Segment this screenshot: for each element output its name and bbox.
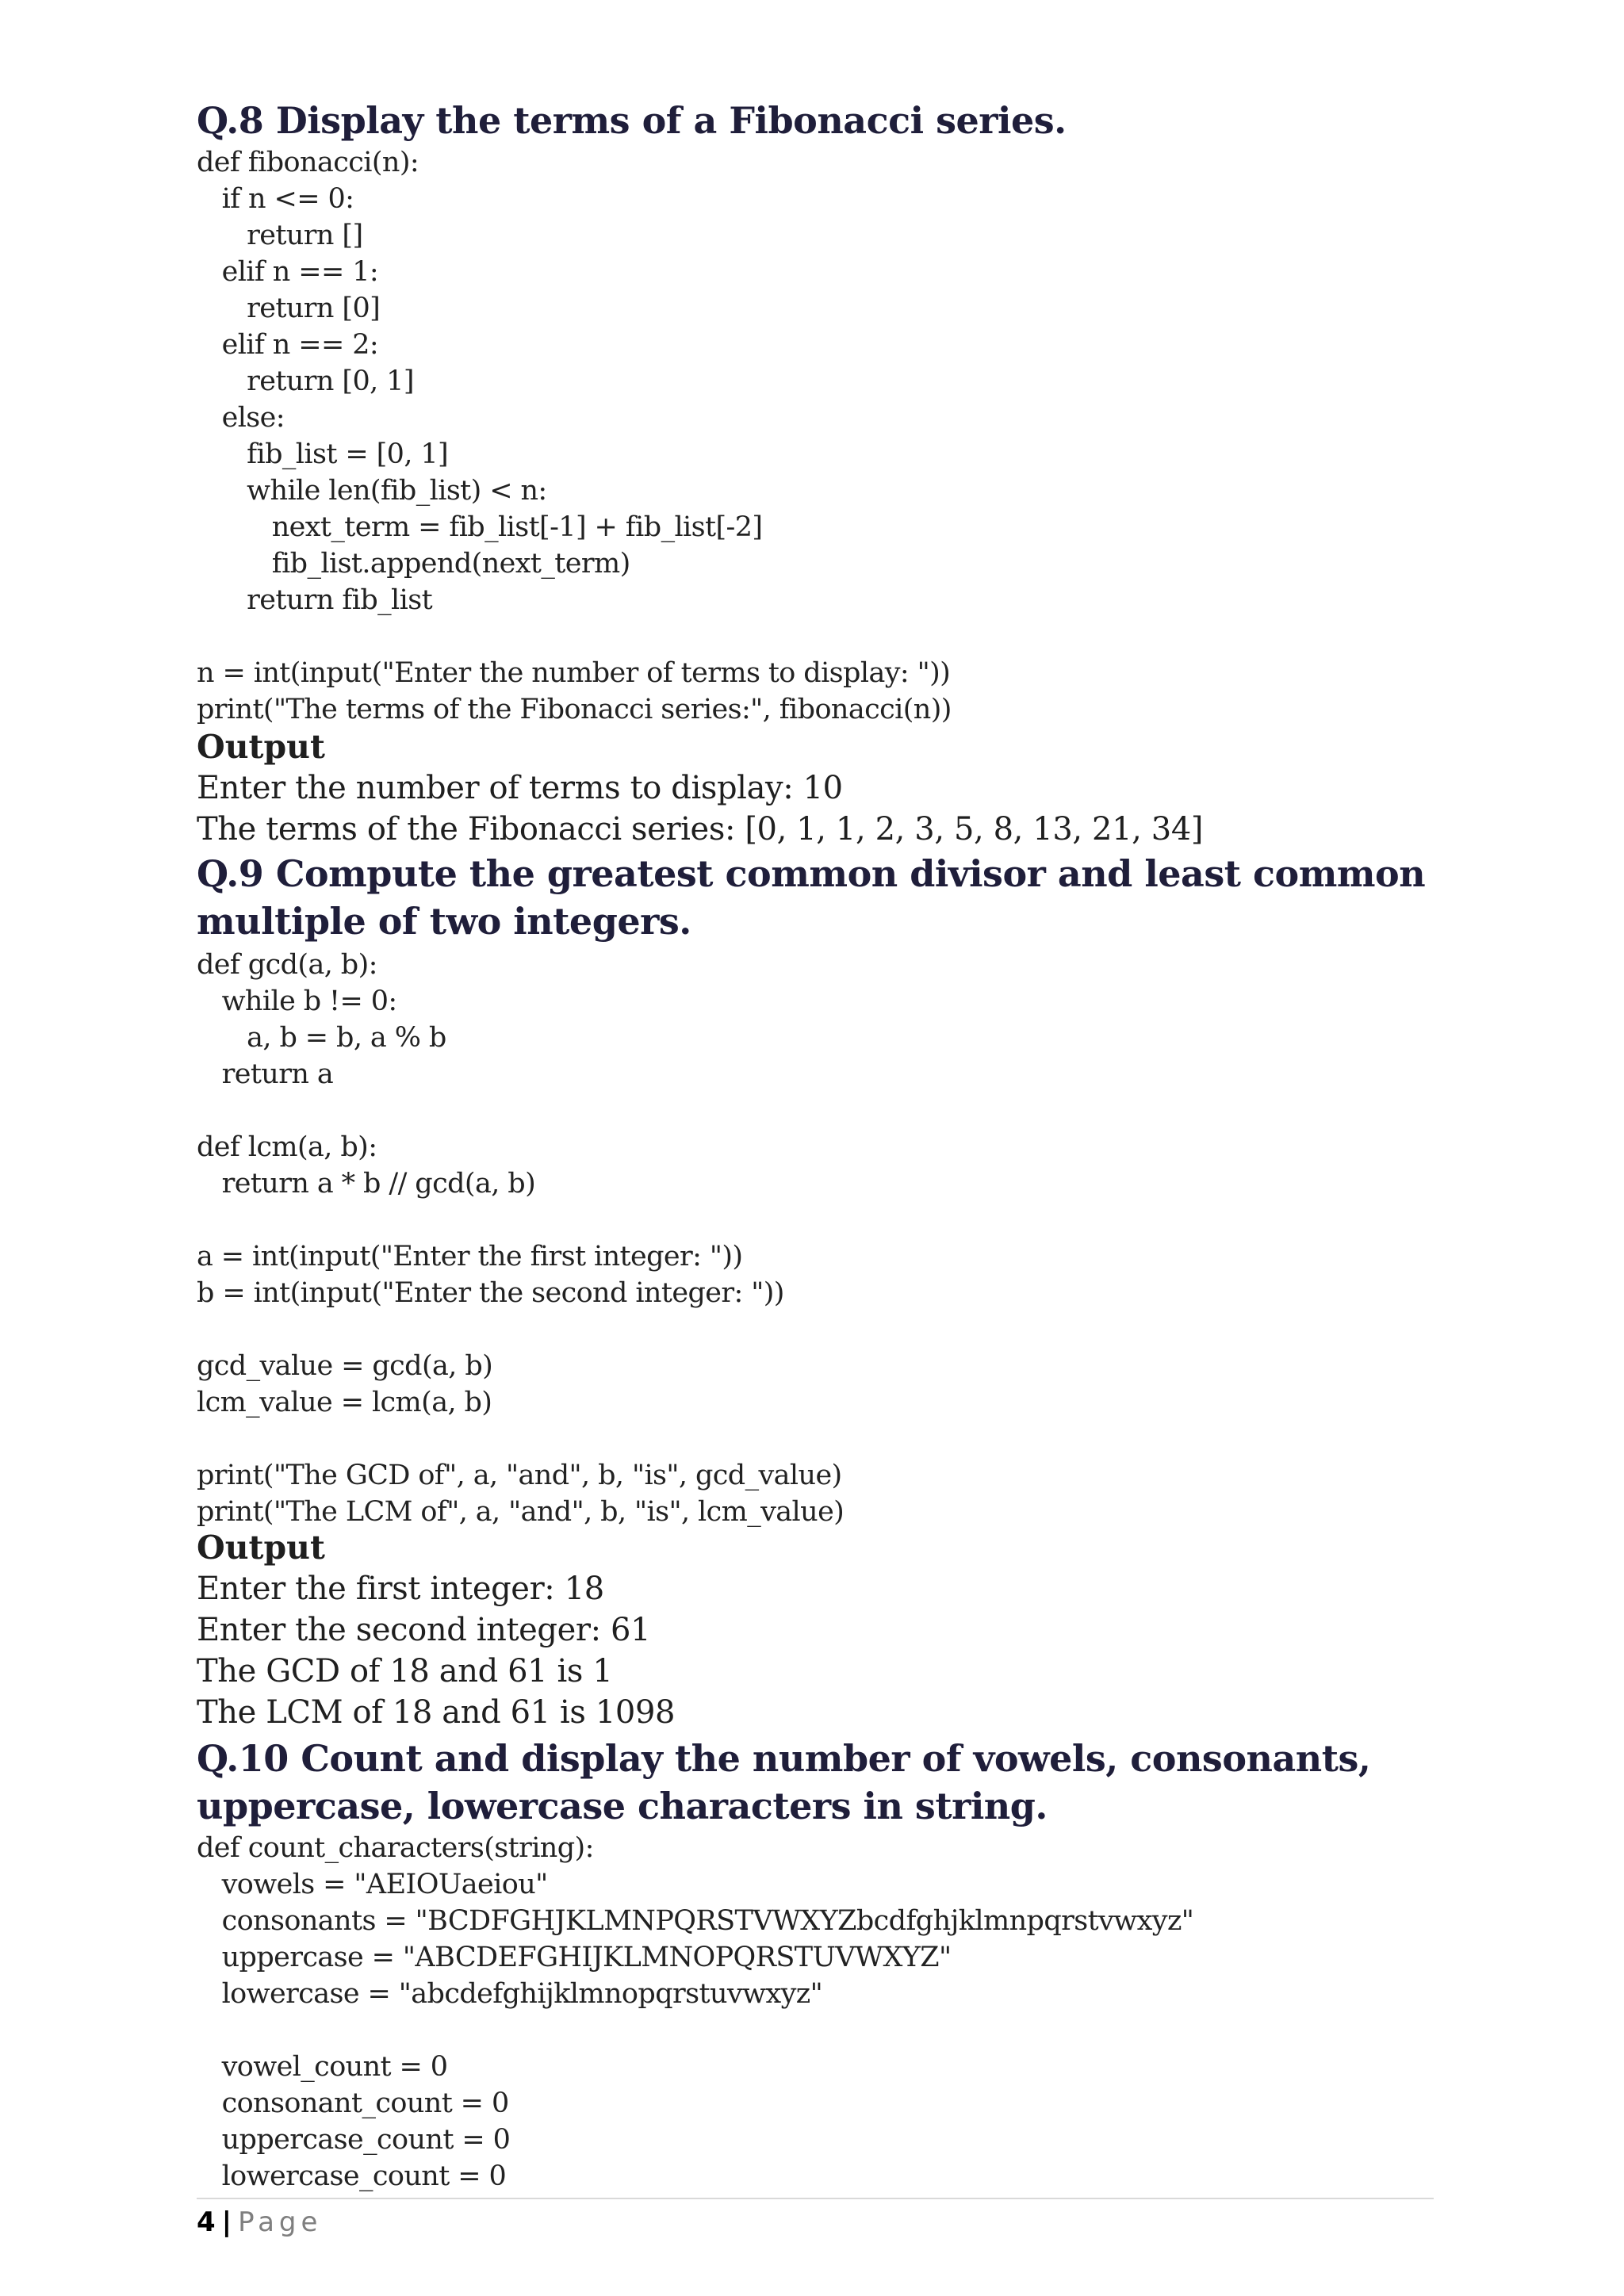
q9-code-block: def gcd(a, b): while b != 0: a, b = b, a % b return a def lcm(a, b): return a * b // gcd(a, b) a = int(input("Enter the first integer: ")) b = int(input("Enter the second integer: ")) gcd_value = gcd(a, b) lcm_value = lcm(a, b) print("The GCD of", a, "and", b, "is", gcd_value) print("The LCM of", a, "and", b, "is", lcm_value) — [197, 949, 845, 1528]
footer-separator: | — [221, 2206, 232, 2238]
page-label: Page — [238, 2206, 323, 2238]
q10-heading: Q.10 Count and display the number of vowels, consonants, uppercase, lowercase characters in string. — [197, 1737, 1371, 1827]
page-footer — [197, 2204, 322, 2241]
q10-code-block: def count_characters(string): vowels = "AEIOUaeiou" consonants = "BCDFGHJKLMNPQRSTVWXYZbcdfghjklmnpqrstvwxyz" uppercase = "ABCDEFGHIJKLMNOPQRSTUVWXYZ" lowercase = "abcdefghijklmnopqrstuvwxyz" vowel_count = 0 consonant_count = 0 uppercase_count = 0 lowercase_count = 0 — [197, 1832, 1194, 2192]
q8-code-block: def fibonacci(n): if n <= 0: return [] elif n == 1: return [0] elif n == 2: return [0, 1] else: fib_list = [0, 1] while len(fib_list) < n: next_term = fib_list[-1] + fib_list[-2] fib_list.append(next_term) return fib_list n = int(input("Enter the number of terms to display: ")) print("The terms of the Fibonacci series:", fibonacci(n)) — [197, 147, 952, 725]
q8-heading: Q.8 Display the terms of a Fibonacci series. — [197, 99, 1067, 142]
q8-output-label: Output — [197, 728, 325, 766]
q9-output-label: Output — [197, 1529, 325, 1567]
q9-output-text: Enter the first integer: 18 Enter the second integer: 61 The GCD of 18 and 61 is 1 The LCM of 18 and 61 is 1098 — [197, 1571, 676, 1731]
page-number: 4 — [197, 2206, 216, 2238]
q9-heading: Q.9 Compute the greatest common divisor and least common multiple of two integers. — [197, 852, 1426, 943]
q8-output-text: Enter the number of terms to display: 10 The terms of the Fibonacci series: [0, 1, 1, 2, 3, 5, 8, 13, 21, 34] — [197, 770, 1204, 848]
footer-divider — [197, 2198, 1434, 2199]
